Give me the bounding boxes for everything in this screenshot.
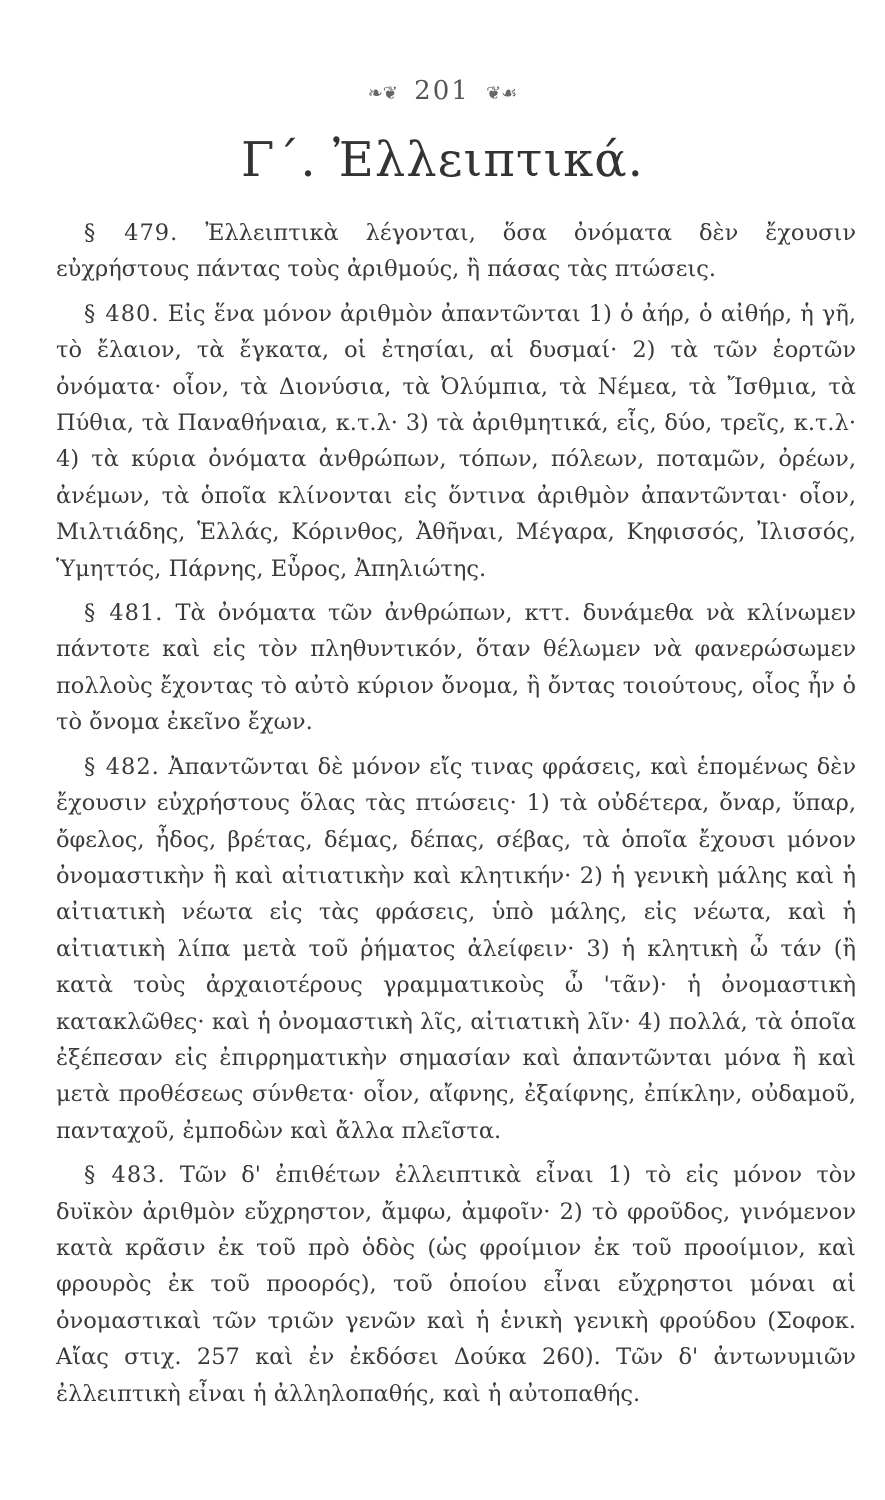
section-number: § 480. [84,300,160,327]
page-header [0,76,885,106]
paragraph-481 [56,595,856,741]
paragraph-text: Εἰς ἕνα μόνον ἀριθμὸν ἀπαντῶνται 1) ὁ ἀήρ, ὁ αἰθήρ, ἡ γῆ, τὸ ἔλαιον, τὰ ἔγκατα, οἱ ἐτησίαι, αἱ δυσμαί· 2) τὰ τῶν ἑορτῶν ὀνόματα· οἷον, τὰ Διονύσια, τὰ Ὀλύμπια, τὰ Νέμεα, τὰ Ἴσθμια, τὰ Πύθια, τὰ Παναθήναια, κ.τ.λ· 3) τὰ ἀριθμητικά, εἷς, δύο, τρεῖς, κ.τ.λ· 4) τὰ κύρια ὀνόματα ἀνθρώπων, τόπων, πόλεων, ποταμῶν, ὀρέων, ἀνέμων, τὰ ὁποῖα κλίνονται εἰς ὅντινα ἀριθμὸν ἀπαντῶνται· οἷον, Μιλτιάδης, Ἑλλάς, Κόρινθος, Ἀθῆναι, Μέγαρα, Κηφισσός, Ἰλισσός, Ὑμηττός, Πάρνης, Εὖρος, Ἀπηλιώτης. [56,300,857,582]
section-number: § 483. [84,1162,166,1189]
paragraph-text: Ἐλλειπτικὰ λέγονται, ὅσα ὀνόματα δὲν ἔχουσιν εὐχρήστους πάντας τοὺς ἀριθμούς, ἢ πάσας τὰς πτώσεις. [56,220,857,283]
paragraph-482 [56,749,856,1149]
page-number: 201 [414,76,470,106]
paragraph-479 [56,215,856,288]
body-text [56,215,856,1412]
paragraph-483 [56,1157,856,1412]
section-number: § 482. [84,753,160,780]
section-number: § 479. [84,220,179,246]
ornament-left-icon: ❧❦ [367,83,398,104]
section-number: § 481. [84,600,164,627]
paragraph-text: Τὰ ὀνόματα τῶν ἀνθρώπων, κττ. δυνάμεθα νὰ κλίνωμεν πάντοτε καὶ εἰς τὸν πληθυντικόν, ὅταν θέλωμεν νὰ φανερώσωμεν πολλοὺς ἔχοντας τὸ αὐτὸ κύριον ὄνομα, ἢ ὄντας τοιούτους, οἷος ἦν ὁ τὸ ὄνομα ἐκεῖνο ἔχων. [56,600,857,736]
paragraph-480 [56,296,856,587]
chapter-title: Γ΄. Ἐλλειπτικά. [241,132,644,188]
paragraph-text: Ἀπαντῶνται δὲ μόνον εἴς τινας φράσεις, καὶ ἑπομένως δὲν ἔχουσιν εὐχρήστους ὅλας τὰς πτώσεις· 1) τὰ οὐδέτερα, ὄναρ, ὕπαρ, ὄφελος, ἦδος, βρέτας, δέμας, δέπας, σέβας, τὰ ὁποῖα ἔχουσι μόνον ὀνομαστικὴν ἢ καὶ αἰτιατικὴν καὶ κλητικήν· 2) ἡ γενικὴ μάλης καὶ ἡ αἰτιατικὴ νέωτα εἰς τὰς φράσεις, ὑπὸ μάλης, εἰς νέωτα, καὶ ἡ αἰτιατικὴ λίπα μετὰ τοῦ ῥήματος ἀλείφειν· 3) ἡ κλητικὴ ὦ τάν (ἢ κατὰ τοὺς ἀρχαιοτέρους γραμματικοὺς ὦ 'τᾶν)· ἡ ὀνομαστικὴ κατακλῶθες· καὶ ἡ ὀνομαστικὴ λῖς, αἰτιατικὴ λῖν· 4) πολλά, τὰ ὁποῖα ἐξέπεσαν εἰς ἐπιρρηματικὴν σημασίαν καὶ ἀπαντῶνται μόνα ἢ καὶ μετὰ προθέσεως σύνθετα· οἷον, αἴφνης, ἐξαίφνης, ἐπίκλην, οὐδαμοῦ, πανταχοῦ, ἐμποδὼν καὶ ἄλλα πλεῖστα. [56,753,856,1144]
paragraph-text: Τῶν δ' ἐπιθέτων ἐλλειπτικὰ εἶναι 1) τὸ εἰς μόνον τὸν δυϊκὸν ἀριθμὸν εὔχρηστον, ἄμφω, ἀμφοῖν· 2) τὸ φροῦδος, γινόμενον κατὰ κρᾶσιν ἐκ τοῦ πρὸ ὁδὸς (ὡς φροίμιον ἐκ τοῦ προοίμιον, καὶ φρουρὸς ἐκ τοῦ προορός), τοῦ ὁποίου εἶναι εὔχρηστοι μόναι αἱ ὀνομαστικαὶ τῶν τριῶν γενῶν καὶ ἡ ἑνικὴ γενικὴ φρούδου (Σοφοκ. Αἴας στιχ. 257 καὶ ἐν ἐκδόσει Δούκα 260). Τῶν δ' ἀντωνυμιῶν ἐλλειπτικὴ εἶναι ἡ ἀλληλοπαθής, καὶ ἡ αὐτοπαθής. [56,1162,856,1407]
ornament-right-icon: ❦☙ [486,83,518,104]
